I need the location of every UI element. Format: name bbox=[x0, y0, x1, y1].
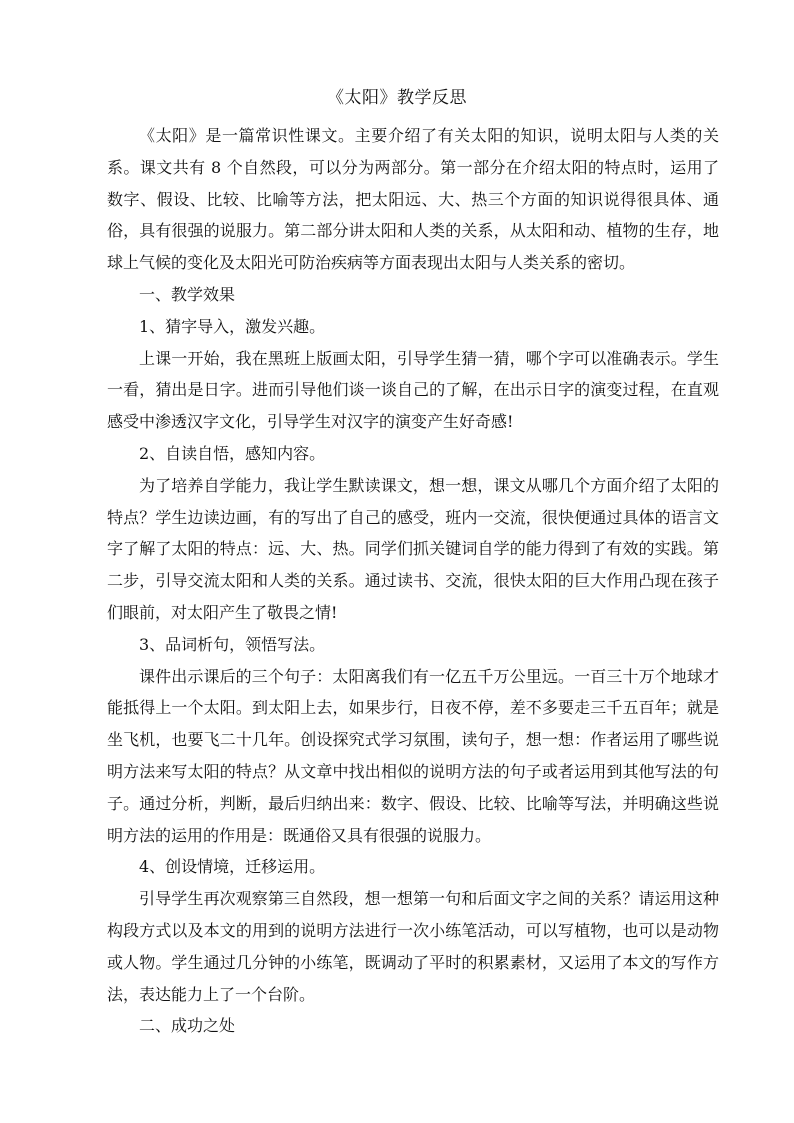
intro-paragraph: 《太阳》是一篇常识性课文。主要介绍了有关太阳的知识，说明太阳与人类的关系。课文共有 8 个自然段，可以分为两部分。第一部分在介绍太阳的特点时，运用了数字、假设、比较、比喻等方法，把太阳远、大、热三个方面的知识说得很具体、通俗，具有很强的说服力。第二部分讲太阳和人类的关系，从太阳和动、植物的生存，地球上气候的变化及太阳光可防治疾病等方面表现出太阳与人类关系的密切。 bbox=[107, 126, 719, 273]
subheading-create-context: 4、创设情境，迁移运用。 bbox=[139, 857, 326, 877]
paragraph-guess-character: 上课一开始，我在黑班上版画太阳，引导学生猜一猜，哪个字可以准确表示。学生一看，猜出是日字。进而引导他们谈一谈自己的了解，在出示日字的演变过程，在直观感受中渗透汉字文化，引导学生对汉字的演变产生好奇感! bbox=[107, 348, 719, 432]
section-heading-teaching-effect: 一、教学效果 bbox=[139, 284, 236, 304]
paragraph-word-analysis: 课件出示课后的三个句子：太阳离我们有一亿五千万公里远。一百三十万个地球才能抵得上一个太阳。到太阳上去，如果步行，日夜不停，差不多要走三千五百年；就是坐飞机，也要飞二十几年。创设探究式学习氛围，读句子，想一想：作者运用了哪些说明方法来写太阳的特点？从文章中找出相似的说明方法的句子或者运用到其他写法的句子。通过分析，判断，最后归纳出来：数字、假设、比较、比喻等写法，并明确这些说明方法的运用的作用是：既通俗又具有很强的说服力。 bbox=[107, 666, 719, 845]
subheading-word-analysis: 3、品词析句，领悟写法。 bbox=[139, 634, 326, 654]
paragraph-create-context: 引导学生再次观察第三自然段，想一想第一句和后面文字之间的关系？请运用这种构段方式以及本文的用到的说明方法进行一次小练笔活动，可以写植物，也可以是动物或人物。学生通过几分钟的小练笔，既调动了平时的积累素材，又运用了本文的写作方法，表达能力上了一个台阶。 bbox=[107, 889, 719, 1004]
subheading-guess-character: 1、猜字导入，激发兴趣。 bbox=[139, 316, 326, 336]
document-body bbox=[107, 120, 719, 1042]
subheading-self-reading: 2、自读自悟，感知内容。 bbox=[139, 443, 326, 463]
document-title: 《太阳》教学反思 bbox=[327, 88, 467, 108]
section-heading-successes: 二、成功之处 bbox=[139, 1016, 236, 1036]
paragraph-self-reading: 为了培养自学能力，我让学生默读课文，想一想，课文从哪几个方面介绍了太阳的特点？学生边读边画，有的写出了自己的感受，班内一交流，很快便通过具体的语言文字了解了太阳的特点：远、大、热。同学们抓关键词自学的能力得到了有效的实践。第二步，引导交流太阳和人类的关系。通过读书、交流，很快太阳的巨大作用凸现在孩子们眼前，对太阳产生了敬畏之情! bbox=[107, 475, 719, 622]
